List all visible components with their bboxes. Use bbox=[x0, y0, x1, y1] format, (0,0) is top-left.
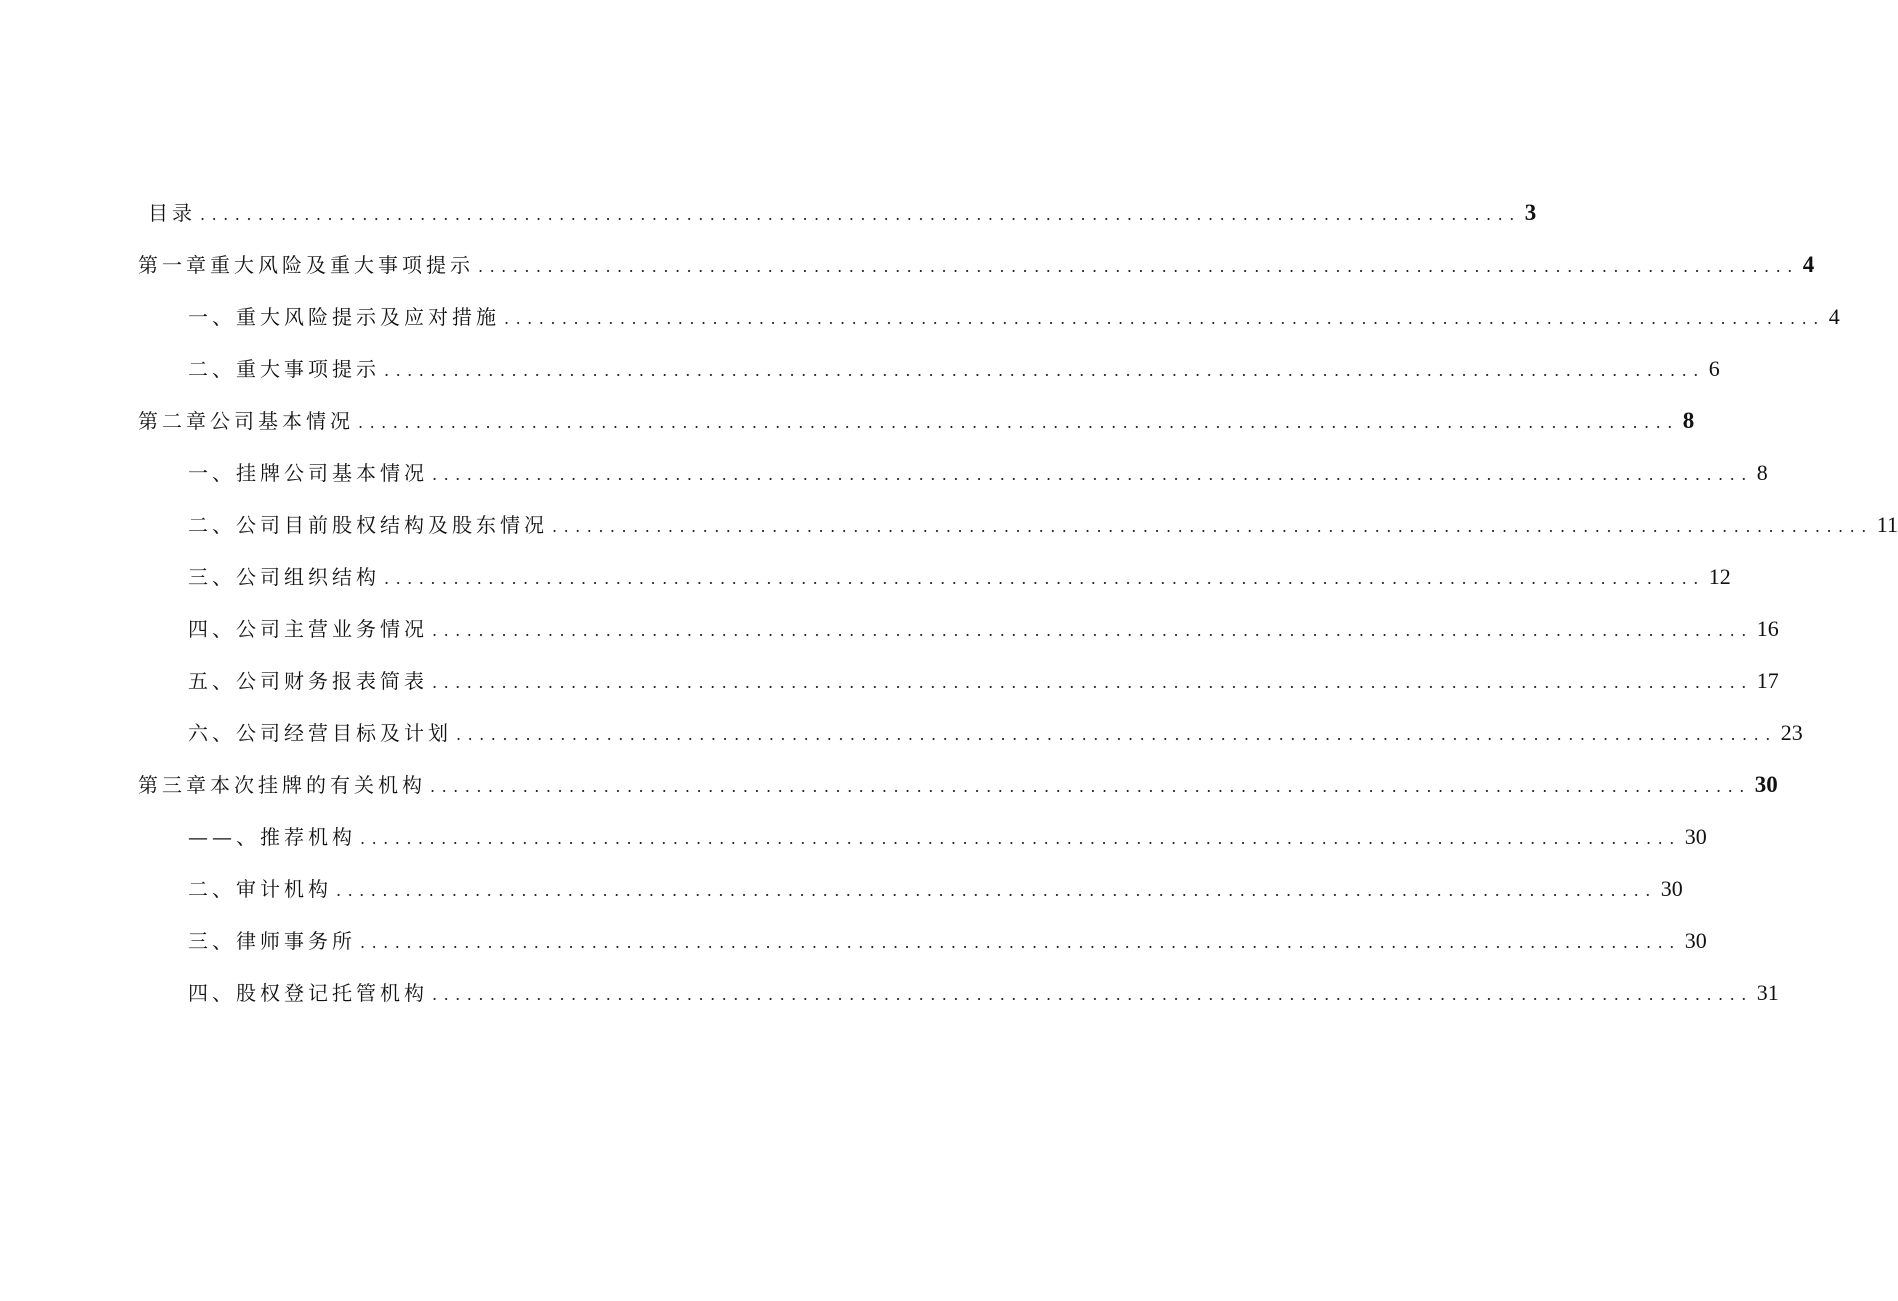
toc-entry-title: ——、推荐机构 bbox=[188, 825, 356, 849]
toc-dot-leader: .................................................................................................................. bbox=[504, 309, 1825, 328]
toc-entry[interactable] bbox=[188, 562, 1731, 592]
toc-entry-title: 二、审计机构 bbox=[188, 877, 332, 901]
toc-entry-title: 四、股权登记托管机构 bbox=[188, 981, 428, 1005]
toc-entry-title: 四、公司主营业务情况 bbox=[188, 617, 428, 641]
toc-page-number: 31 bbox=[1756, 980, 1779, 1005]
toc-entry-title: 一、重大风险提示及应对措施 bbox=[188, 305, 500, 329]
toc-entry-title: 二、重大事项提示 bbox=[188, 357, 380, 381]
toc-page-number: 4 bbox=[1802, 252, 1815, 277]
toc-dot-leader: .................................................................................................................. bbox=[456, 725, 1777, 744]
toc-entry-title: 第二章公司基本情况 bbox=[138, 409, 354, 433]
toc-entry-title: 三、公司组织结构 bbox=[188, 565, 380, 589]
toc-dot-leader: .................................................................................................................. bbox=[360, 829, 1681, 848]
toc-page-number: 8 bbox=[1682, 408, 1695, 433]
toc-entry[interactable] bbox=[188, 718, 1803, 748]
toc-page-number: 3 bbox=[1524, 200, 1537, 225]
toc-page-number: 17 bbox=[1756, 668, 1779, 693]
toc-entry[interactable] bbox=[148, 198, 1537, 228]
toc-dot-leader: .................................................................................................................. bbox=[432, 673, 1753, 692]
toc-dot-leader: .................................................................................................................. bbox=[358, 413, 1679, 432]
toc-dot-leader: .................................................................................................................. bbox=[360, 933, 1681, 952]
toc-entry[interactable] bbox=[138, 250, 1815, 280]
toc-dot-leader: .................................................................................................................. bbox=[384, 569, 1705, 588]
toc-dot-leader: .................................................................................................................. bbox=[432, 621, 1753, 640]
toc-dot-leader: .................................................................................................................. bbox=[478, 257, 1799, 276]
toc-entry[interactable] bbox=[188, 874, 1683, 904]
toc-entry-title: 三、律师事务所 bbox=[188, 929, 356, 953]
toc-page-number: 23 bbox=[1780, 720, 1803, 745]
toc-entry[interactable] bbox=[188, 666, 1779, 696]
toc-dot-leader: .................................................................................................................. bbox=[336, 881, 1657, 900]
toc-entry-title: 第一章重大风险及重大事项提示 bbox=[138, 253, 474, 277]
toc-page-number: 30 bbox=[1684, 928, 1707, 953]
toc-entry-title: 五、公司财务报表简表 bbox=[188, 669, 428, 693]
toc-page-number: 30 bbox=[1660, 876, 1683, 901]
toc-page-number: 4 bbox=[1828, 304, 1840, 329]
toc-entry-title: 一、挂牌公司基本情况 bbox=[188, 461, 428, 485]
toc-page-number: 30 bbox=[1754, 772, 1778, 797]
toc-entry[interactable] bbox=[188, 978, 1779, 1008]
toc-page-number: 30 bbox=[1684, 824, 1707, 849]
toc-entry[interactable] bbox=[188, 302, 1840, 332]
toc-page-number: 16 bbox=[1756, 616, 1779, 641]
toc-entry-title: 第三章本次挂牌的有关机构 bbox=[138, 773, 426, 797]
toc-entry[interactable] bbox=[138, 406, 1695, 436]
toc-page-number: 8 bbox=[1756, 460, 1768, 485]
toc-dot-leader: .................................................................................................................. bbox=[384, 361, 1705, 380]
toc-page-number: 6 bbox=[1708, 356, 1720, 381]
toc-page-number: 11 bbox=[1876, 512, 1898, 537]
toc-dot-leader: .................................................................................................................. bbox=[552, 517, 1873, 536]
toc-entry[interactable] bbox=[188, 822, 1707, 852]
toc-entry-title: 二、公司目前股权结构及股东情况 bbox=[188, 513, 548, 537]
toc-dot-leader: .................................................................................................................. bbox=[200, 205, 1521, 224]
toc-entry-title: 六、公司经营目标及计划 bbox=[188, 721, 452, 745]
toc-page-number: 12 bbox=[1708, 564, 1731, 589]
toc-entry[interactable] bbox=[138, 770, 1778, 800]
toc-entry[interactable] bbox=[188, 458, 1768, 488]
toc-entry[interactable] bbox=[188, 354, 1720, 384]
toc-dot-leader: .................................................................................................................. bbox=[430, 777, 1751, 796]
toc-entry[interactable] bbox=[188, 510, 1898, 540]
toc-dot-leader: .................................................................................................................. bbox=[432, 465, 1753, 484]
toc-entry[interactable] bbox=[188, 614, 1779, 644]
toc-entry-title: 目录 bbox=[148, 201, 196, 225]
toc-entry[interactable] bbox=[188, 926, 1707, 956]
toc-dot-leader: .................................................................................................................. bbox=[432, 985, 1753, 1004]
